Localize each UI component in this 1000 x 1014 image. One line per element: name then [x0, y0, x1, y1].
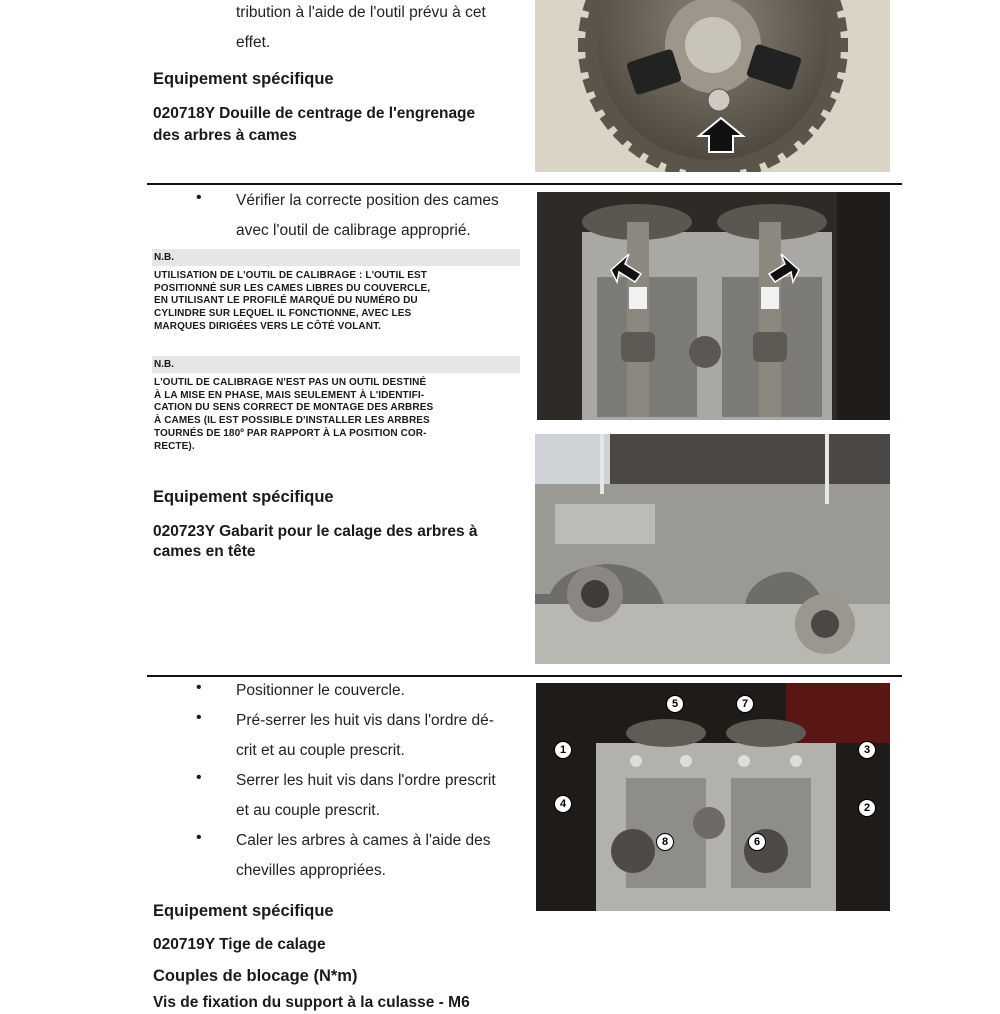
bullet-1: • [196, 189, 202, 206]
divider-1 [147, 183, 902, 185]
gabarit-photo [535, 434, 890, 664]
callout-8: 8 [656, 833, 674, 851]
section3-bullet3-line-2: et au couple prescrit. [236, 802, 380, 819]
callout-layer [536, 683, 890, 911]
nb1-text: UTILISATION DE L'OUTIL DE CALIBRAGE : L'OUTIL EST POSITIONNÉ SUR LES CAMES LIBRES DU COUVERCLE, EN UTILISANT LE PROFILÉ MARQUÉ DU NUMÉRO DU CYLINDRE SUR LEQUEL IL FONCTIONNE, AVEC LES MARQUES DIRIGÉES VERS LE CÔTÉ VOLANT. [154, 270, 431, 332]
section1-tool-line-1: 020718Y Douille de centrage de l'engrenage [153, 105, 476, 122]
section3-heading: Equipement spécifique [153, 902, 334, 920]
bullet-2: • [196, 679, 202, 696]
section3-bullet2-line-1: Pré-serrer les huit vis dans l'ordre dé- [236, 712, 494, 729]
nb2-text: L'OUTIL DE CALIBRAGE N'EST PAS UN OUTIL DESTINÉ À LA MISE EN PHASE, MAIS SEULEMENT À L'IDENTIFI- CATION DU SENS CORRECT DE MONTAGE DES ARBRES À CAMES (IL EST POSSIBLE D'INSTALLER LES ARBRES TOURNÉS DE 180º PAR RAPPORT À LA POSITION COR- RECTE). [154, 377, 434, 452]
cut-off-line: Vis de fixation du support à la culasse - M6 [153, 994, 470, 1011]
nb1-label: N.B. [154, 252, 174, 263]
section3-bullet3-line-1: Serrer les huit vis dans l'ordre prescrit [236, 772, 496, 789]
callout-1: 1 [554, 741, 572, 759]
section2-bullet-line-2: avec l'outil de calibrage approprié. [236, 222, 471, 239]
bullet-3: • [196, 709, 202, 726]
callout-4: 4 [554, 795, 572, 813]
nb2-label: N.B. [154, 359, 174, 370]
nb2-bar [152, 356, 520, 373]
callout-5: 5 [666, 695, 684, 713]
section3-tool: 020719Y Tige de calage [153, 936, 326, 953]
section1-text-line-1: tribution à l'aide de l'outil prévu à cet [236, 4, 486, 21]
callout-3: 3 [858, 741, 876, 759]
callout-7: 7 [736, 695, 754, 713]
bullet-4: • [196, 769, 202, 786]
callout-2: 2 [858, 799, 876, 817]
section2-tool-line-2: cames en tête [153, 543, 256, 560]
section3-bullet4-line-1: Caler les arbres à cames à l'aide des [236, 832, 491, 849]
section2-tool-line-1: 020723Y Gabarit pour le calage des arbres à [153, 523, 478, 540]
gear-photo [535, 0, 890, 172]
section3-bullet4-line-2: chevilles appropriées. [236, 862, 386, 879]
cylinder-head-photo [536, 683, 890, 911]
torque-heading: Couples de blocage (N*m) [153, 967, 358, 985]
section1-tool-line-2: des arbres à cames [153, 127, 297, 144]
camshaft-photo [537, 192, 890, 420]
callout-6: 6 [748, 833, 766, 851]
section2-bullet-line-1: Vérifier la correcte position des cames [236, 192, 499, 209]
nb1-bar [152, 249, 520, 266]
section3-bullet2-line-2: crit et au couple prescrit. [236, 742, 405, 759]
section1-heading: Equipement spécifique [153, 70, 334, 88]
section1-text-line-2: effet. [236, 34, 271, 51]
section3-bullet1-line-1: Positionner le couvercle. [236, 682, 405, 699]
section2-heading: Equipement spécifique [153, 488, 334, 506]
bullet-5: • [196, 829, 202, 846]
